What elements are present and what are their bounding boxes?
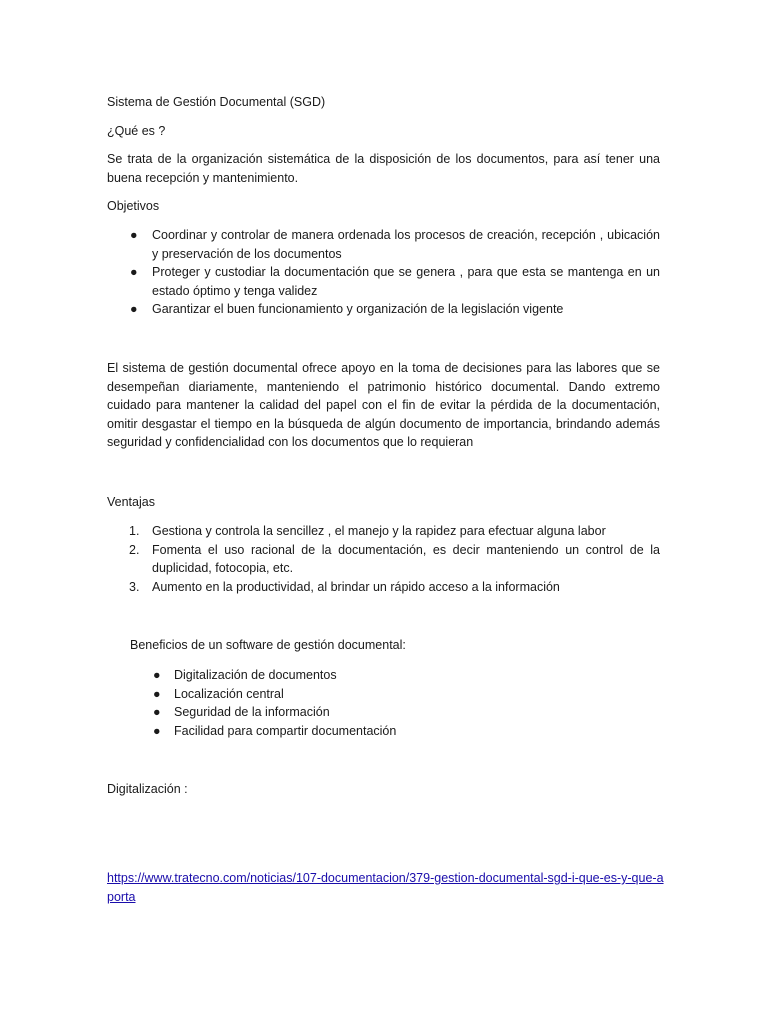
definition-text: Se trata de la organización sistemática de la disposición de los documentos, para así tener una buena recepción y mantenimiento. [107, 152, 660, 185]
benefit-text: Localización central [174, 686, 284, 701]
bullet-icon: ● [153, 686, 161, 701]
benefits-heading: Beneficios de un software de gestión documental: [130, 638, 406, 652]
list-item [107, 522, 660, 541]
document-title: Sistema de Gestión Documental (SGD) [107, 95, 326, 109]
list-item [107, 300, 660, 319]
source-link[interactable]: https://www.tratecno.com/noticias/107-documentacion/379-gestion-documental-sgd-i-que-es-y-que-aporta [107, 871, 664, 904]
bullet-icon: ● [130, 302, 138, 316]
list-item [107, 703, 396, 722]
bullet-icon: ● [153, 668, 161, 682]
main-paragraph: El sistema de gestión documental ofrece apoyo en la toma de decisiones para las labores que se desempeñan diariamente, manteniendo el patrimonio histórico documental. Dando extremo cuidado para mantener la calidad del papel con el fin de evitar la pérdida de la documentación, omitir desgastar el tiempo en la búsqueda de algún documento de importancia, brindando además seguridad y confidencialidad con los documentos que lo requieran [107, 361, 660, 449]
digitalization-heading: Digitalización : [107, 782, 188, 796]
benefit-text: Facilidad para compartir documentación [174, 723, 397, 738]
benefits-list [107, 666, 396, 740]
list-item [107, 226, 660, 263]
advantage-text: Gestiona y controla la sencillez , el manejo y la rapidez para efectuar alguna labor [152, 524, 606, 538]
list-number: 1. [129, 524, 140, 538]
advantage-text: Aumento en la productividad, al brindar un rápido acceso a la información [152, 579, 560, 594]
advantage-text: Fomenta el uso racional de la documentación, es decir manteniendo un control de la duplicidad, fotocopia, etc. [152, 542, 660, 575]
advantages-heading: Ventajas [107, 495, 155, 509]
objective-text: Coordinar y controlar de manera ordenada los procesos de creación, recepción , ubicación y preservación de los documentos [152, 228, 660, 261]
bullet-icon: ● [153, 705, 161, 719]
bullet-icon: ● [130, 228, 138, 242]
list-item [107, 666, 396, 685]
objective-text: Garantizar el buen funcionamiento y organización de la legislación vigente [152, 302, 564, 316]
list-item [107, 722, 396, 741]
bullet-icon: ● [130, 265, 138, 279]
list-number: 2. [129, 542, 140, 557]
list-item [107, 541, 660, 578]
list-number: 3. [129, 579, 140, 594]
list-item [107, 263, 660, 300]
objectives-heading: Objetivos [107, 199, 160, 213]
list-item [107, 578, 660, 597]
objectives-list [107, 226, 660, 319]
source-link-block [107, 869, 667, 906]
benefit-text: Seguridad de la información [174, 705, 330, 719]
bullet-icon: ● [153, 723, 161, 738]
objective-text: Proteger y custodiar la documentación que se genera , para que esta se mantenga en un estado óptimo y tenga validez [152, 265, 660, 298]
advantages-list [107, 522, 660, 596]
benefit-text: Digitalización de documentos [174, 668, 337, 682]
question-heading: ¿Qué es ? [107, 124, 166, 138]
list-item [107, 685, 396, 704]
